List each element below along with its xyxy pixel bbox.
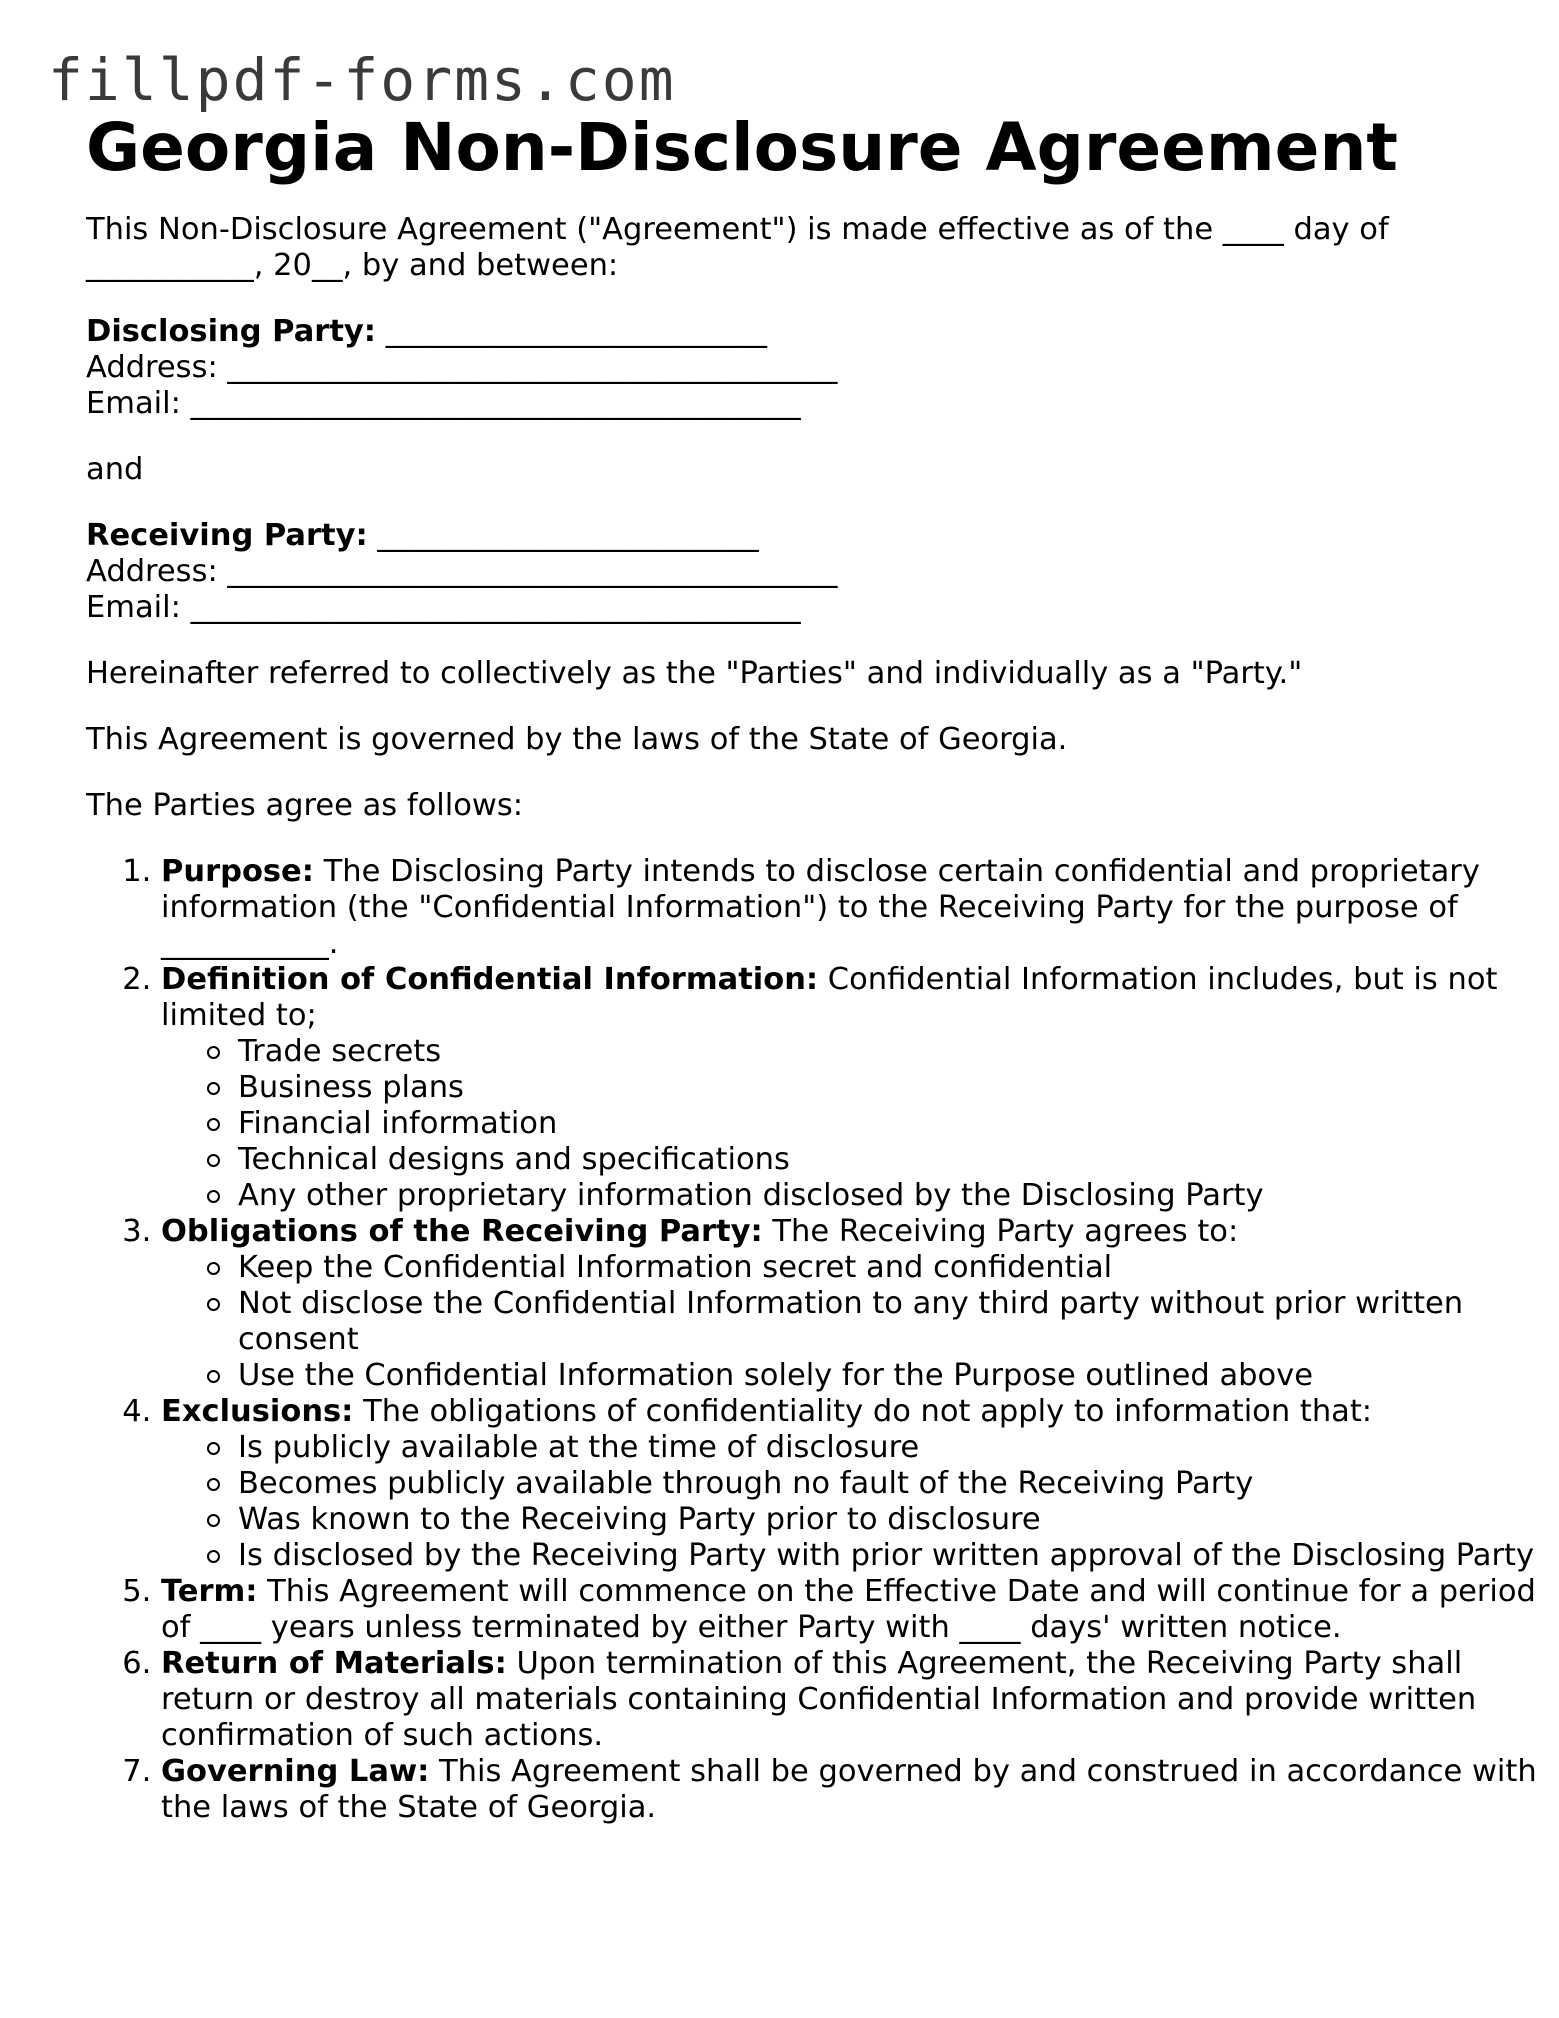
disclosing-party-address: Address: ________________________________________ <box>86 350 838 385</box>
circle-bullet-icon <box>207 1514 220 1527</box>
circle-bullet-icon <box>207 1190 220 1203</box>
clause-definition <box>161 962 1556 1214</box>
list-item: Trade secrets <box>238 1034 1556 1070</box>
list-item: Keep the Confidential Information secret and confidential <box>238 1250 1556 1286</box>
circle-bullet-icon <box>207 1154 220 1167</box>
receiving-party-blank: _________________________ <box>367 518 759 553</box>
disclosing-party-blank: _________________________ <box>376 314 767 349</box>
agree-paragraph: The Parties agree as follows: <box>86 788 523 823</box>
clause-text: The Disclosing Party intends to disclose certain confidential and proprietary information (the "Confidential Information") to the Receiving Party for the purpose of ___________. <box>161 854 1480 961</box>
circle-bullet-icon <box>207 1262 220 1275</box>
exclusion-items <box>161 1430 1556 1574</box>
list-item: Any other proprietary information disclosed by the Disclosing Party <box>238 1178 1556 1214</box>
circle-bullet-icon <box>207 1370 220 1383</box>
receiving-party-label: Receiving Party: <box>86 518 368 553</box>
list-item: Becomes publicly available through no fault of the Receiving Party <box>238 1466 1556 1502</box>
receiving-party-block <box>86 518 1486 626</box>
watermark: fillpdf-forms.com <box>48 46 676 114</box>
definition-items <box>161 1034 1556 1214</box>
clause-text: Upon termination of this Agreement, the Receiving Party shall return or destroy all materials containing Confidential Information and provide written confirmation of such actions. <box>161 1646 1477 1753</box>
governed-paragraph: This Agreement is governed by the laws of the State of Georgia. <box>86 722 1068 757</box>
disclosing-party-label: Disclosing Party: <box>86 314 377 349</box>
and-text: and <box>86 452 144 487</box>
clause-text: The obligations of confidentiality do not apply to information that: <box>353 1394 1373 1429</box>
hereinafter-paragraph: Hereinafter referred to collectively as the "Parties" and individually as a "Party." <box>86 656 1303 691</box>
list-item: Not disclose the Confidential Information to any third party without prior written consent <box>238 1286 1556 1358</box>
clause-text: This Agreement shall be governed by and construed in accordance with the laws of the State of Georgia. <box>161 1754 1537 1825</box>
disclosing-party-line <box>86 314 1486 350</box>
receiving-party-address: Address: ________________________________________ <box>86 554 838 589</box>
circle-bullet-icon <box>207 1118 220 1131</box>
circle-bullet-icon <box>207 1442 220 1455</box>
clause-purpose <box>161 854 1556 962</box>
clause-heading: Obligations of the Receiving Party: <box>161 1214 763 1249</box>
clause-heading: Term: <box>161 1574 258 1609</box>
clause-text: The Receiving Party agrees to: <box>762 1214 1239 1249</box>
list-item: Use the Confidential Information solely for the Purpose outlined above <box>238 1358 1556 1394</box>
list-item: Was known to the Receiving Party prior to disclosure <box>238 1502 1556 1538</box>
list-item: Business plans <box>238 1070 1556 1106</box>
clauses-list <box>86 854 1556 1826</box>
clause-heading: Exclusions: <box>161 1394 354 1429</box>
clause-heading: Definition of Confidential Information: <box>161 962 819 997</box>
clause-heading: Return of Materials: <box>161 1646 507 1681</box>
clause-term <box>161 1574 1556 1646</box>
list-item: Is disclosed by the Receiving Party with prior written approval of the Disclosing Party <box>238 1538 1556 1574</box>
circle-bullet-icon <box>207 1550 220 1563</box>
list-item: Technical designs and specifications <box>238 1142 1556 1178</box>
clause-governing-law <box>161 1754 1556 1826</box>
circle-bullet-icon <box>207 1046 220 1059</box>
clause-return-of-materials <box>161 1646 1556 1754</box>
list-item: Financial information <box>238 1106 1556 1142</box>
clause-text: This Agreement will commence on the Effective Date and will continue for a period of ____ years unless terminated by either Party with ____ days' written notice. <box>161 1574 1536 1645</box>
clause-exclusions <box>161 1394 1556 1574</box>
page-title: Georgia Non-Disclosure Agreement <box>86 109 1398 186</box>
circle-bullet-icon <box>207 1082 220 1095</box>
disclosing-party-email: Email: ________________________________________ <box>86 386 801 421</box>
intro-paragraph: This Non-Disclosure Agreement ("Agreement") is made effective as of the ____ day of ___________, 20__, by and between: <box>86 212 1389 283</box>
clause-text: Confidential Information includes, but is not limited to; <box>161 962 1498 1033</box>
clause-heading: Governing Law: <box>161 1754 430 1789</box>
document-page <box>86 108 1537 1826</box>
clause-heading: Purpose: <box>161 854 314 889</box>
disclosing-party-block <box>86 314 1486 422</box>
circle-bullet-icon <box>207 1478 220 1491</box>
clause-obligations <box>161 1214 1556 1394</box>
obligation-items <box>161 1250 1556 1394</box>
list-item: Is publicly available at the time of disclosure <box>238 1430 1556 1466</box>
receiving-party-line <box>86 518 1486 554</box>
circle-bullet-icon <box>207 1298 220 1311</box>
receiving-party-email: Email: ________________________________________ <box>86 590 801 625</box>
